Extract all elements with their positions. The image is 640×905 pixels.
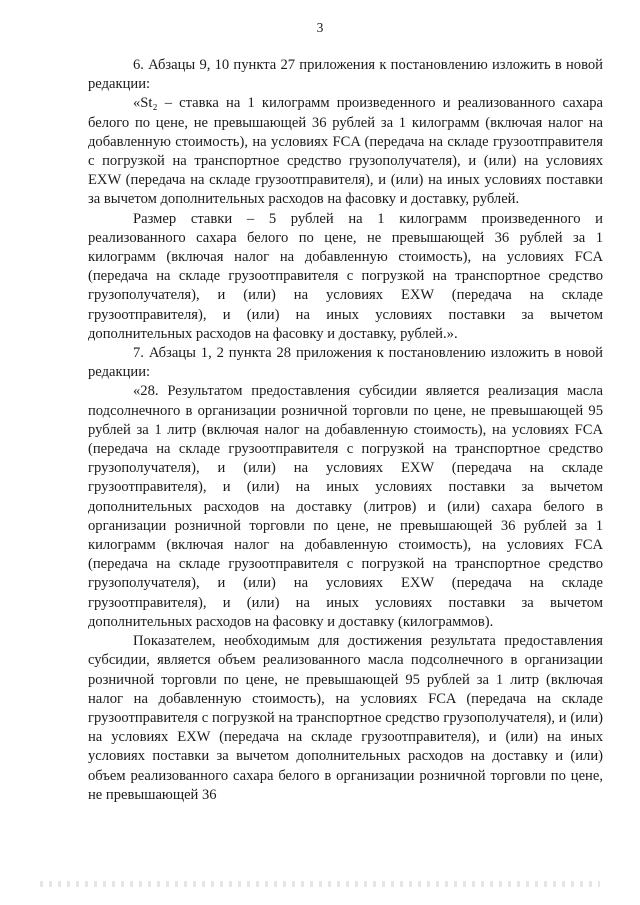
document-body xyxy=(88,56,603,805)
paragraph-item-6: 6. Абзацы 9, 10 пункта 27 приложения к постановлению изложить в новой редакции: xyxy=(88,57,603,93)
paragraph-item-7: 7. Абзацы 1, 2 пункта 28 приложения к постановлению изложить в новой редакции: xyxy=(88,345,603,381)
paragraph-indicator: Показателем, необходимым для достижения результата предоставления субсидии, является объем реализованного масла подсолнечного в организации розничной торговли по цене, не превышающей 95 рублей за 1 литр (включая налог на добавленную стоимость), на условиях FCA (передача на складе грузоотправителя с погрузкой на транспортное средство грузополучателя), и (или) на условиях EXW (передача на складе грузоотправителя), и (или) на иных условиях поставки за вычетом дополнительных расходов на доставку и (или) объем реализованного сахара белого в организации розничной торговли по цене, не превышающей 36 xyxy=(88,633,603,803)
paragraph-rate-size: Размер ставки – 5 рублей на 1 килограмм произведенного и реализованного сахара белого по цене, не превышающей 36 рублей за 1 килограмм (включая налог на добавленную стоимость), на условиях FCA (передача на складе грузоотправителя с погрузкой на транспортное средство грузополучателя), и (или) на условиях EXW (передача на складе грузоотправителя), и (или) на иных условиях поставки за вычетом дополнительных расходов на фасовку и доставку, рублей.». xyxy=(88,210,603,342)
page-number: 3 xyxy=(316,20,324,35)
paragraph-point-28: «28. Результатом предоставления субсидии является реализация масла подсолнечного в организации розничной торговли по цене, не превышающей 95 рублей за 1 литр (включая налог на добавленную стоимость), на условиях FCA (передача на складе грузоотправителя с погрузкой на транспортное средство грузополучателя), и (или) на условиях EXW (передача на складе грузоотправителя), и (или) на иных условиях поставки за вычетом дополнительных расходов на доставку (литров) и (или) сахара белого в организации розничной торговли по цене, не превышающей 36 рублей за 1 килограмм (включая налог на добавленную стоимость), на условиях FCA (передача на складе грузоотправителя с погрузкой на транспортное средство грузополучателя), и (или) на условиях EXW (передача на складе грузоотправителя), и (или) на иных условиях поставки за вычетом дополнительных расходов на фасовку и доставку (килограммов). xyxy=(88,383,603,630)
paragraph-st2-definition: «St₂ – ставка на 1 килограмм произведенного и реализованного сахара белого по цене, не превышающей 36 рублей за 1 килограмм (включая налог на добавленную стоимость), на условиях FCA (передача на складе грузоотправителя с погрузкой на транспортное средство грузополучателя), и (или) на условиях EXW (передача на складе грузоотправителя), и (или) на иных условиях поставки за вычетом дополнительных расходов на фасовку и доставку, рублей. xyxy=(88,95,603,208)
scan-artifact-strip xyxy=(40,881,600,887)
